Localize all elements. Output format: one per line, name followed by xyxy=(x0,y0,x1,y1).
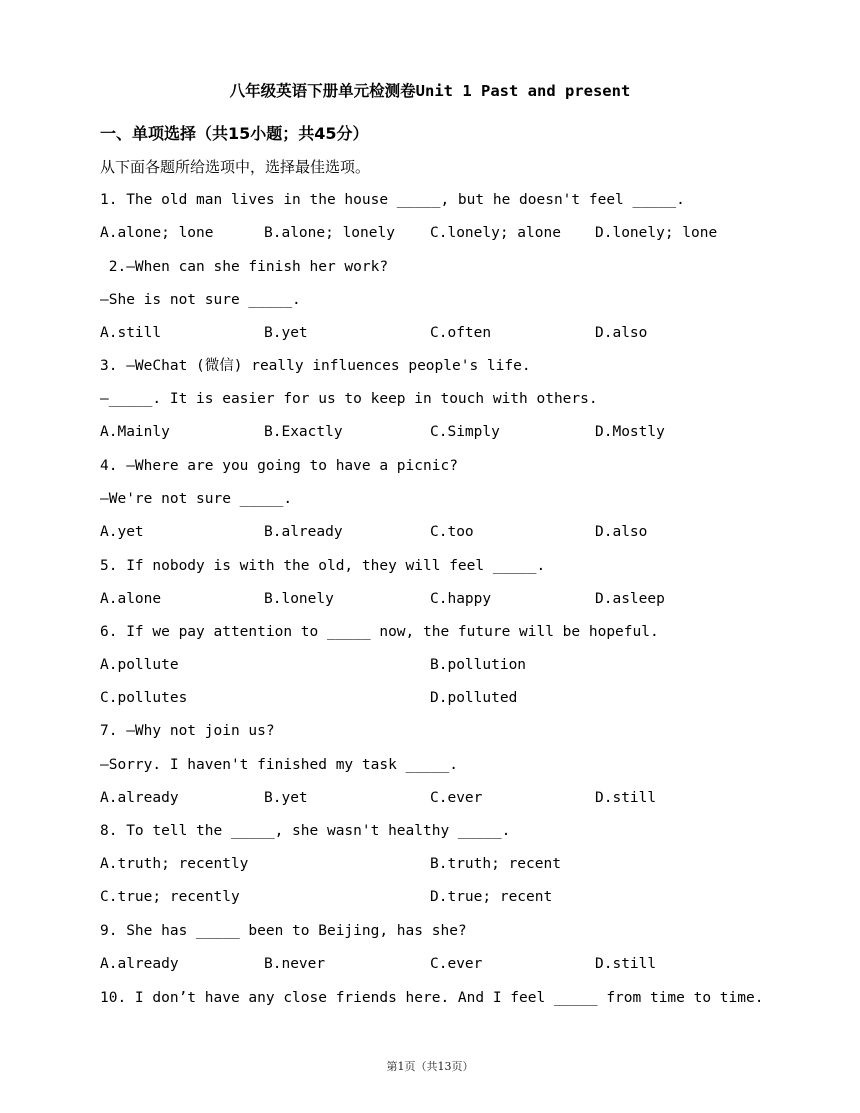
question-9-option-d: D.still xyxy=(595,956,657,972)
question-7-stem: 7. —Why not join us? xyxy=(100,723,275,739)
question-2-option-b: B.yet xyxy=(264,325,308,341)
question-2-stem: 2.—When can she finish her work? xyxy=(100,259,389,275)
question-3-option-d: D.Mostly xyxy=(595,424,665,440)
question-7-option-a: A.already xyxy=(100,790,179,806)
question-5-option-a: A.alone xyxy=(100,591,162,607)
section-heading: 一、单项选择（共15小题；共45分） xyxy=(100,124,369,143)
question-4-option-b: B.already xyxy=(264,524,343,540)
question-10-stem: 10. I don’t have any close friends here. And I feel _____ from time to time. xyxy=(100,990,764,1006)
question-7-option-c: C.ever xyxy=(430,790,483,806)
question-2-option-a: A.still xyxy=(100,325,162,341)
question-3-stem: 3. —WeChat (微信) really influences people's life. xyxy=(100,358,531,374)
question-8-option-c: C.true; recently xyxy=(100,889,240,905)
question-1-option-d: D.lonely; lone xyxy=(595,225,718,241)
question-1-option-b: B.alone; lonely xyxy=(264,225,395,241)
question-7-answer-line: —Sorry. I haven't finished my task _____. xyxy=(100,757,458,773)
question-9-option-a: A.already xyxy=(100,956,179,972)
question-5-option-d: D.asleep xyxy=(595,591,665,607)
question-6-stem: 6. If we pay attention to _____ now, the future will be hopeful. xyxy=(100,624,659,640)
question-4-option-c: C.too xyxy=(430,524,474,540)
question-4-stem: 4. —Where are you going to have a picnic? xyxy=(100,458,458,474)
question-3-option-b: B.Exactly xyxy=(264,424,343,440)
question-4-answer-line: —We're not sure _____. xyxy=(100,491,293,507)
question-8-stem: 8. To tell the _____, she wasn't healthy _____. xyxy=(100,823,511,839)
question-5-option-b: B.lonely xyxy=(264,591,334,607)
question-6-option-d: D.polluted xyxy=(430,690,518,706)
question-1-option-a: A.alone; lone xyxy=(100,225,214,241)
question-7-option-b: B.yet xyxy=(264,790,308,806)
question-2-answer-line: —She is not sure _____. xyxy=(100,292,301,308)
question-1-option-c: C.lonely; alone xyxy=(430,225,561,241)
question-5-option-c: C.happy xyxy=(430,591,492,607)
question-8-option-a: A.truth; recently xyxy=(100,856,249,872)
question-6-option-b: B.pollution xyxy=(430,657,527,673)
question-9-option-c: C.ever xyxy=(430,956,483,972)
question-9-option-b: B.never xyxy=(264,956,326,972)
question-3-option-a: A.Mainly xyxy=(100,424,170,440)
page-title: 八年级英语下册单元检测卷Unit 1 Past and present xyxy=(229,82,631,100)
page-footer: 第1页（共13页） xyxy=(386,1060,474,1073)
question-3-answer-line: —_____. It is easier for us to keep in touch with others. xyxy=(100,391,598,407)
question-9-stem: 9. She has _____ been to Beijing, has she? xyxy=(100,923,467,939)
question-4-option-a: A.yet xyxy=(100,524,144,540)
question-6-option-a: A.pollute xyxy=(100,657,179,673)
question-6-option-c: C.pollutes xyxy=(100,690,188,706)
question-2-option-d: D.also xyxy=(595,325,648,341)
question-3-option-c: C.Simply xyxy=(430,424,500,440)
question-8-option-b: B.truth; recent xyxy=(430,856,561,872)
question-8-option-d: D.true; recent xyxy=(430,889,553,905)
instruction-text: 从下面各题所给选项中，选择最佳选项。 xyxy=(100,158,371,176)
question-1-stem: 1. The old man lives in the house _____, but he doesn't feel _____. xyxy=(100,192,685,208)
question-2-option-c: C.often xyxy=(430,325,492,341)
question-5-stem: 5. If nobody is with the old, they will feel _____. xyxy=(100,558,546,574)
question-7-option-d: D.still xyxy=(595,790,657,806)
question-4-option-d: D.also xyxy=(595,524,648,540)
